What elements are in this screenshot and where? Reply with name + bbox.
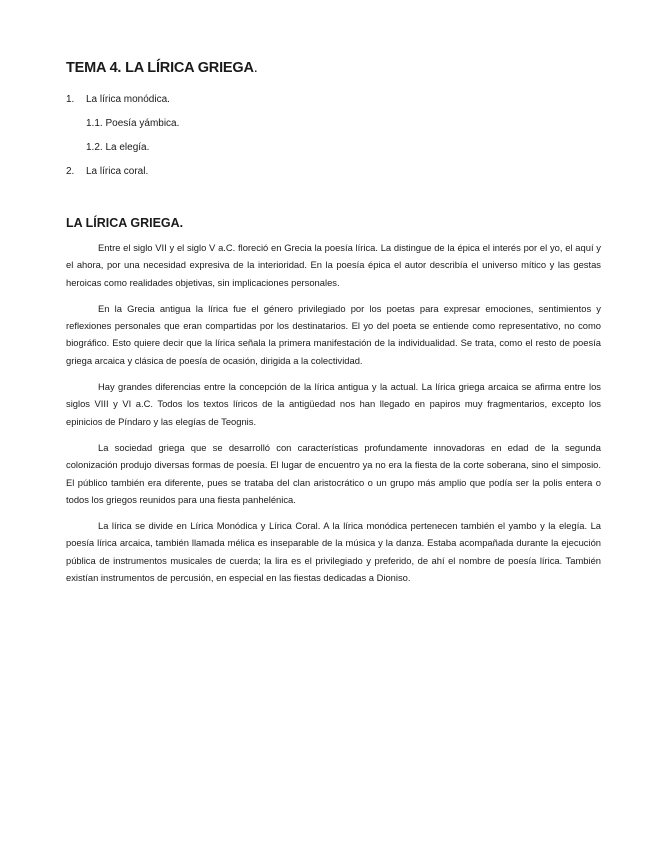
toc-item-1 [66,94,170,105]
paragraph-2: En la Grecia antigua la lírica fue el género privilegiado por los poetas para expresar emociones, sentimientos y reflexiones personales que eran compartidas por los destinatarios. El yo del poeta se entiende como representativo, no como biográfico. Esto quiere decir que la lírica señala la primera manifestación de la individualidad. Se trata, como el resto de poesía griega arcaica y clásica de poesía de ocasión, dirigida a la colectividad. [66,302,601,366]
toc-item-number: 1.2. [86,142,103,153]
title-suffix: . [253,60,258,76]
toc-item-number: 2. [66,166,75,177]
paragraph-5: La lírica se divide en Lírica Monódica y Lírica Coral. A la lírica monódica pertenecen también el yambo y la elegía. La poesía lírica arcaica, también llamada mélica es inseparable de la música y la danza. Estaba acompañada durante la ejecución pública de instrumentos musicales de cuerda; la lira es el privilegiado y preferido, de ahí el nombre de poesía lírica. También existían instrumentos de percusión, en especial en las fiestas dedicadas a Dioniso. [66,520,601,584]
toc-item-label: La elegía. [105,142,150,153]
toc-item-label: La lírica monódica. [86,94,170,105]
paragraph-1: Entre el siglo VII y el siglo V a.C. floreció en Grecia la poesía lírica. La distingue de la épica el interés por el yo, el aquí y el ahora, por una necesidad expresiva de la interioridad. En la poesía épica el autor describía el universo mítico y las gestas heroicas como realidades objetivas, sin implicaciones personales. [66,242,601,288]
page-title [66,60,258,76]
title-text: TEMA 4. LA LÍRICA GRIEGA [66,60,254,76]
toc-item-label: Poesía yámbica. [105,118,180,129]
toc-item-number: 1. [66,94,75,105]
body-text [66,239,601,595]
section-heading: LA LÍRICA GRIEGA. [66,216,184,230]
toc-item-1-1 [86,118,179,129]
toc-item-2 [66,166,148,177]
toc-item-1-2 [86,142,149,153]
toc-item-label: La lírica coral. [86,166,149,177]
paragraph-3: Hay grandes diferencias entre la concepción de la lírica antigua y la actual. La lírica griega arcaica se afirma entre los siglos VIII y VI a.C. Todos los textos líricos de la antigüedad nos han llegado en papiros muy fragmentarios, excepto los epinicios de Píndaro y las elegías de Teognis. [66,381,601,427]
paragraph-4: La sociedad griega que se desarrolló con características profundamente innovadoras en edad de la segunda colonización produjo diversas formas de poesía. El lugar de encuentro ya no era la fiesta de la corte soberana, sino el simposio. El público también era diferente, pues se trataba del clan aristocrático o un grupo más amplio que podía ser la polis entera o todos los griegos reunidos para una fiesta panhelénica. [66,441,601,505]
toc-item-number: 1.1. [86,118,103,129]
